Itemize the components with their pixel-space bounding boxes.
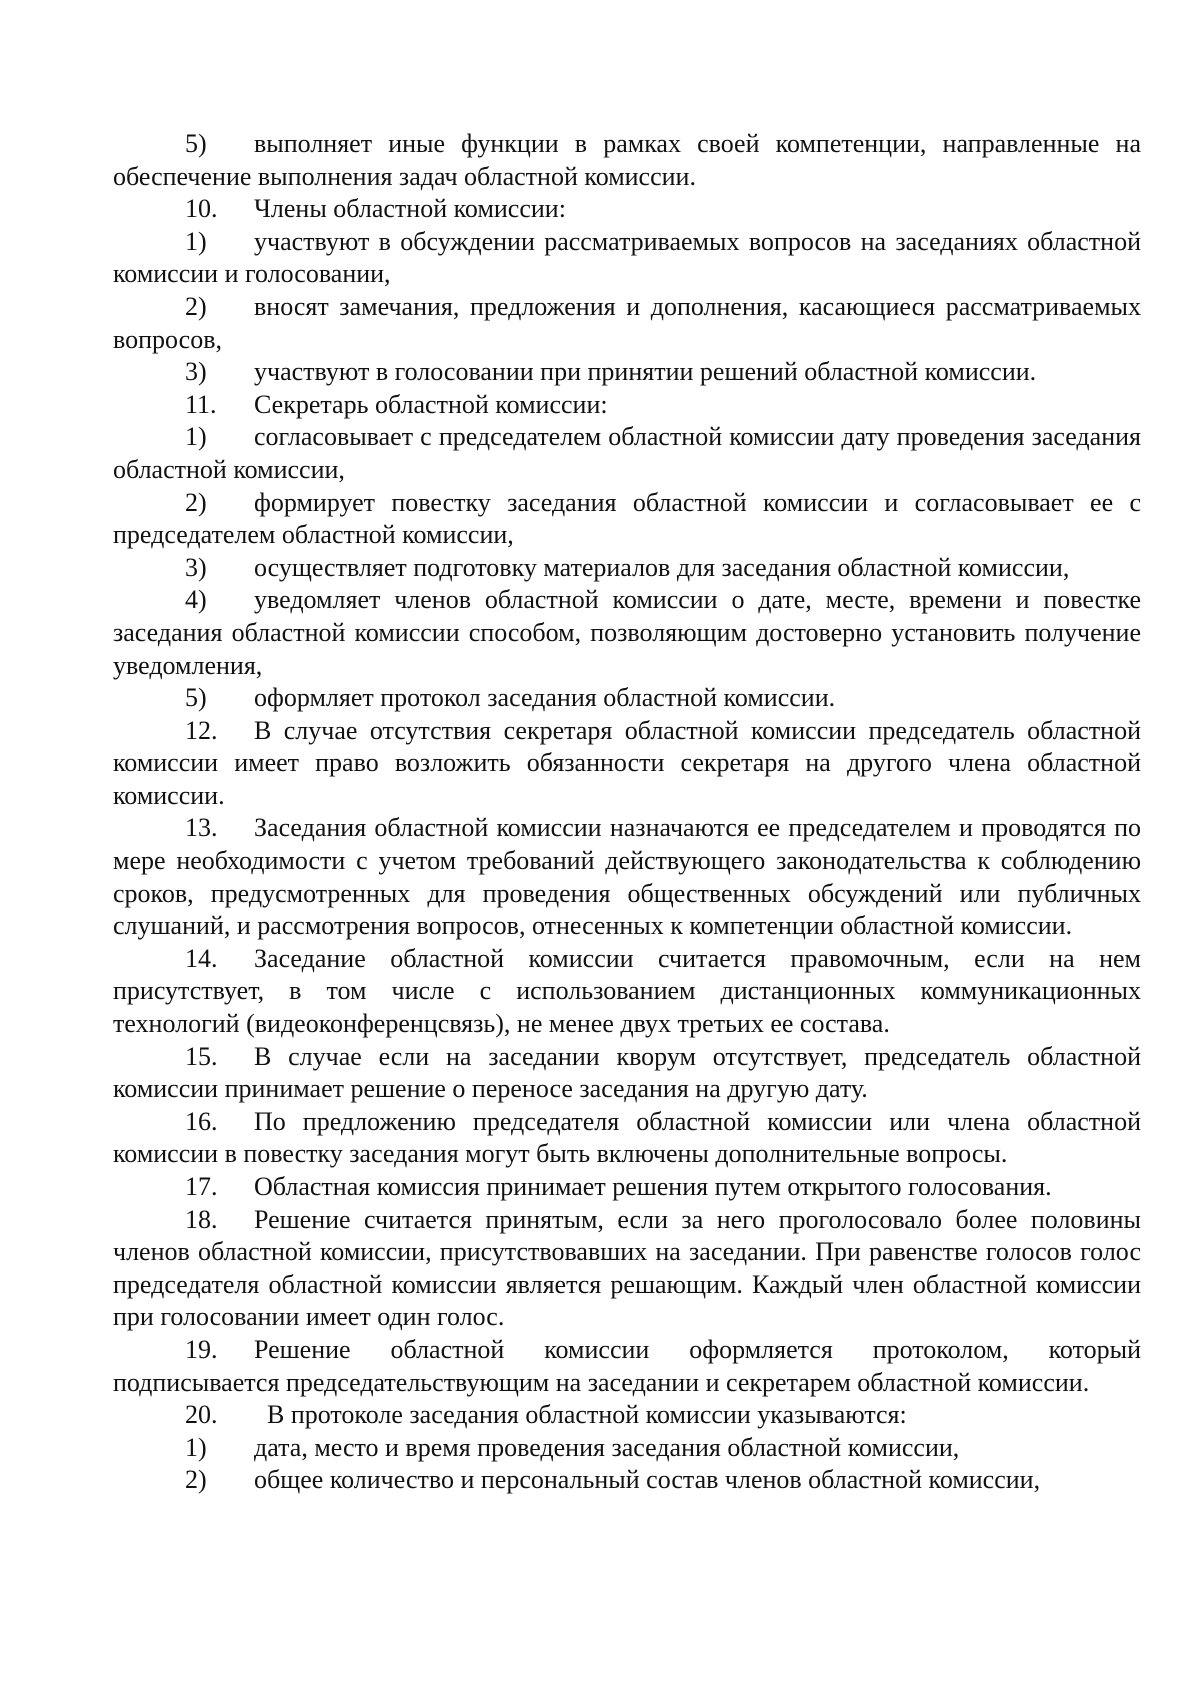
numbered-paragraph [113,1106,1141,1171]
item-number: 3) [185,552,207,582]
item-text: Областная комиссия принимает решения путем открытого голосования. [254,1172,1052,1201]
list-item [113,1464,1141,1497]
item-text: осуществляет подготовку материалов для заседания областной комиссии, [254,552,1070,582]
list-item [113,128,1141,193]
item-text: согласовывает с председателем областной комиссии дату проведения заседания областной комиссии, [113,422,1141,484]
item-number: 4) [185,585,207,615]
item-text: участвуют в обсуждении рассматриваемых вопросов на заседаниях областной комиссии и голосовании, [113,226,1141,289]
item-number: 2) [185,291,207,321]
section-heading [113,1399,1141,1432]
item-text: В случае отсутствия секретаря областной комиссии председатель областной комиссии имеет право возложить обязанности секретаря на другого члена областной комиссии. [113,715,1141,810]
item-text: Секретарь областной комиссии: [254,389,608,419]
item-number: 16. [185,1106,218,1136]
list-item [113,552,1141,585]
section-heading [113,389,1141,422]
item-number: 12. [185,715,218,745]
section-heading [113,193,1141,226]
item-text: уведомляет членов областной комиссии о дате, месте, времени и повестке заседания областной комиссии способом, позволяющим достоверно установить получение уведомления, [113,585,1141,680]
list-item [113,421,1141,486]
list-item [113,356,1141,389]
item-number: 20. [185,1400,218,1430]
item-number: 15. [185,1041,218,1071]
item-number: 11. [185,389,217,419]
item-number: 2) [185,1465,207,1495]
numbered-paragraph [113,1041,1141,1106]
item-number: 5) [185,129,207,158]
item-text: выполняет иные функции в рамках своей компетенции, направленные на обеспечение выполнения задач областной комиссии. [113,129,1141,191]
item-text: Члены областной комиссии: [254,194,566,224]
item-number: 3) [185,357,207,387]
list-item [113,682,1141,715]
numbered-paragraph [113,943,1141,1041]
item-number: 1) [185,226,207,256]
numbered-paragraph [113,812,1141,942]
item-number: 1) [185,422,207,452]
numbered-paragraph [113,1204,1141,1334]
numbered-paragraph [113,1171,1141,1204]
item-text: участвуют в голосовании при принятии решений областной комиссии. [254,357,1037,387]
item-number: 18. [185,1204,218,1234]
item-number: 5) [185,683,207,713]
item-number: 1) [185,1432,207,1462]
document-body [113,128,1141,1497]
item-number: 10. [185,194,218,224]
list-item [113,291,1141,356]
item-text: В протоколе заседания областной комиссии указываются: [267,1400,907,1430]
item-text: Заседания областной комиссии назначаются ее председателем и проводятся по мере необходимости с учетом требований действующего законодательства к соблюдению сроков, предусмотренных для проведения общественных обсуждений или публичных слушаний, и рассмотрения вопросов, отнесенных к компетенции областной комиссии. [113,813,1141,941]
item-text: формирует повестку заседания областной комиссии и согласовывает ее с председателем областной комиссии, [113,487,1141,550]
item-text: вносят замечания, предложения и дополнения, касающиеся рассматриваемых вопросов, [113,291,1141,354]
list-item [113,226,1141,291]
numbered-paragraph [113,715,1141,813]
list-item [113,1432,1141,1465]
item-text: В случае если на заседании кворум отсутствует, председатель областной комиссии принимает решение о переносе заседания на другую дату. [113,1041,1141,1104]
item-text: По предложению председателя областной комиссии или члена областной комиссии в повестку заседания могут быть включены дополнительные вопросы. [113,1106,1141,1169]
item-number: 14. [185,943,218,973]
item-text: дата, место и время проведения заседания областной комиссии, [254,1432,960,1462]
item-text: общее количество и персональный состав членов областной комиссии, [254,1465,1041,1495]
item-number: 2) [185,487,207,517]
item-text: Решение областной комиссии оформляется протоколом, который подписывается председательствующим на заседании и секретарем областной комиссии. [113,1334,1141,1397]
numbered-paragraph [113,1334,1141,1399]
item-number: 13. [185,813,218,843]
item-number: 19. [185,1334,218,1364]
list-item [113,487,1141,552]
item-text: Заседание областной комиссии считается правомочным, если на нем присутствует, в том числе с использованием дистанционных коммуникационных технологий (видеоконференцсвязь), не менее двух третьих ее состава. [113,943,1141,1039]
item-number: 17. [185,1172,218,1201]
item-text: Решение считается принятым, если за него проголосовало более половины членов областной комиссии, присутствовавших на заседании. При равенстве голосов голос председателя областной комиссии является решающим. Каждый член областной комиссии при голосовании имеет один голос. [113,1204,1141,1332]
item-text: оформляет протокол заседания областной комиссии. [254,683,836,713]
list-item [113,584,1141,682]
